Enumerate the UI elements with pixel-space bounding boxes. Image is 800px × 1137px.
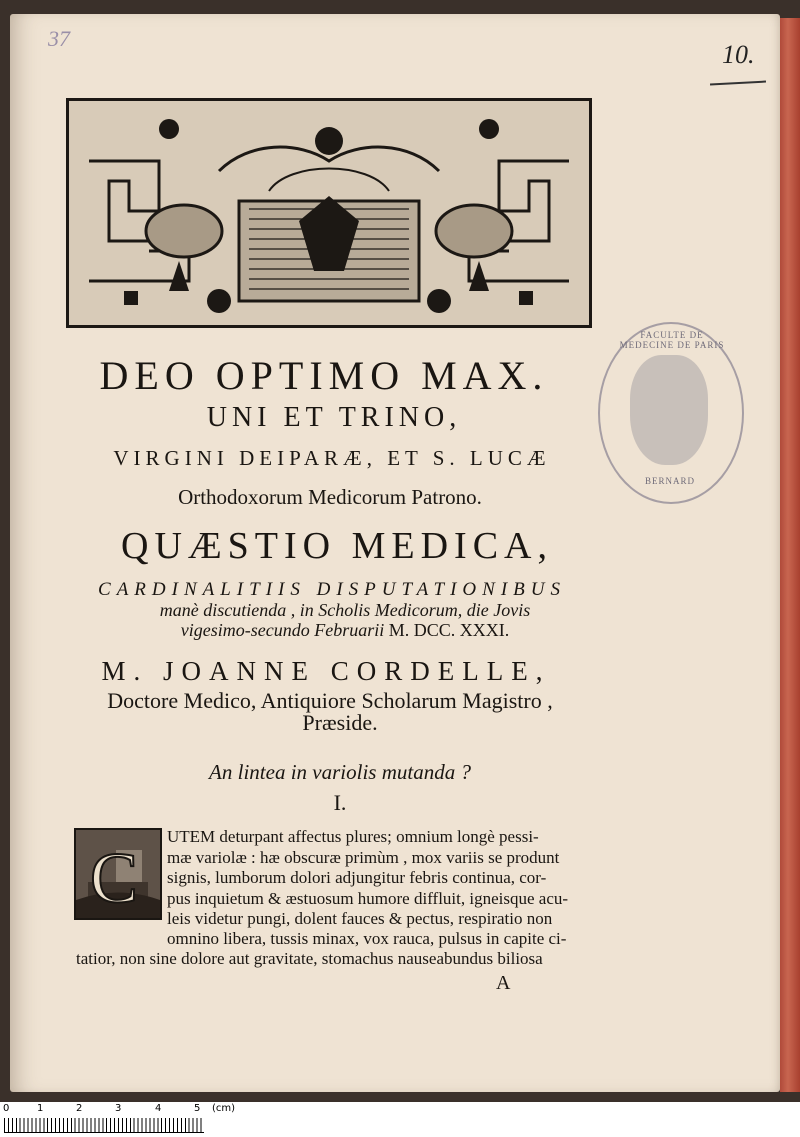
thesis-title: QUÆSTIO MEDICA,	[121, 525, 553, 567]
section-number: I.	[333, 790, 347, 815]
thesis-subtitle-1: CARDINALITIIS DISPUTATIONIBUS	[98, 579, 566, 600]
body-line: mæ variolæ : hæ obscuræ primùm , mox variis se produnt	[167, 847, 560, 867]
decorated-initial	[74, 828, 162, 920]
ruler-label: 5	[194, 1103, 201, 1114]
dedication-line-2: UNI ET TRINO,	[206, 402, 462, 433]
ruler-label: 1	[37, 1103, 44, 1114]
red-page-edge	[780, 18, 800, 1092]
stamp-portrait	[630, 355, 708, 465]
stamp-lower-text: BERNARD	[644, 476, 695, 486]
dropcap-letter: C	[90, 838, 139, 918]
ruler-unit: (cm)	[212, 1103, 236, 1114]
ruler-label: 3	[115, 1103, 122, 1114]
dedication-line-1: DEO OPTIMO MAX.	[99, 353, 549, 398]
paragraph-line-6	[167, 929, 587, 950]
body-line: omnino libera, tussis minax, vox rauca, pulsus in capite ci-	[167, 929, 567, 948]
body-line: signis, lumborum dolori adjungitur febris continua, cor-	[167, 868, 547, 887]
ruler-label: 0	[3, 1103, 10, 1114]
ruler-label: 2	[76, 1103, 83, 1114]
ink-folio-number: 10.	[722, 40, 755, 69]
stamp-text: FACULTE DE MEDECINE DE PARIS	[619, 330, 725, 350]
paragraph-full-width	[76, 949, 586, 970]
body-line: tatior, non sine dolore aut gravitate, stomachus nauseabundus biliosa	[76, 949, 543, 968]
praeses-role: Doctore Medico, Antiquiore Scholarum Magistro ,	[107, 688, 553, 713]
dedication-line-3: VIRGINI DEIPARÆ, ET S. LUCÆ	[113, 446, 551, 470]
thesis-subtitle-2: manè discutienda , in Scholis Medicorum, die Jovis	[159, 600, 531, 620]
body-line: pus inquietum & æstuosum humore diffluit, igneisque acu-	[167, 888, 569, 908]
dedication-line-4: Orthodoxorum Medicorum Patrono.	[178, 485, 482, 509]
thesis-date-italic: vigesimo-secundo Februarii	[180, 620, 385, 640]
body-line: UTEM deturpant affectus plures; omnium longè pessi-	[167, 827, 539, 846]
signature-mark: A	[496, 972, 511, 994]
thesis-question: An lintea in variolis mutanda ?	[209, 760, 471, 784]
praeses-name: M. JOANNE CORDELLE,	[101, 656, 551, 686]
ruler-ticks	[4, 1118, 204, 1133]
paragraph-beside-initial	[167, 827, 587, 930]
thesis-date-year: M. DCC. XXXI.	[384, 620, 510, 640]
body-line: leis videtur pungi, dolent fauces & pectus, respiratio non	[167, 909, 553, 928]
praeses-title: Præside.	[302, 710, 378, 735]
pencil-folio-number: 37	[48, 26, 70, 51]
headpiece-ornament	[66, 98, 592, 328]
ruler-label: 4	[155, 1103, 162, 1114]
thesis-date-line	[120, 620, 570, 641]
